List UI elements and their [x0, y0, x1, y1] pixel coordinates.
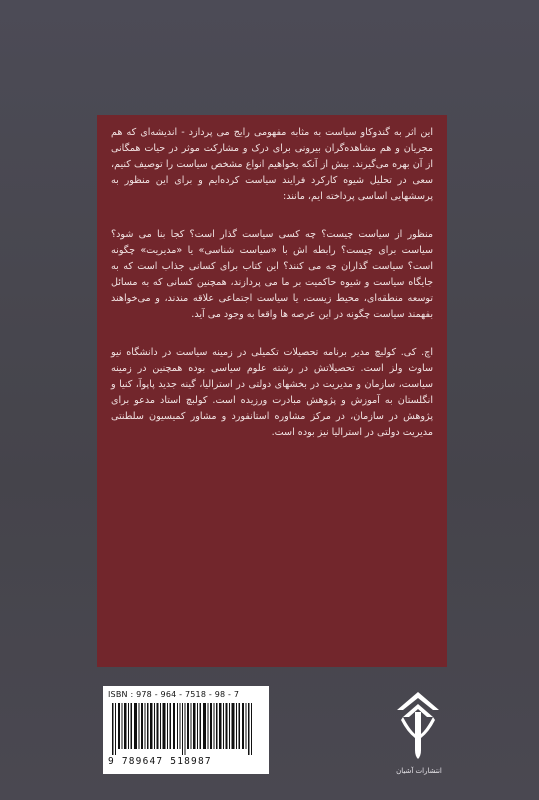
publisher-logo-icon	[393, 690, 443, 765]
intro-paragraph: این اثر به گندوکاو سیاست به مثابه مفهومی رایج می پردازد - اندیشه‌ای که هم مجریان و هم مشاهده‌گران بیرونی برای درک و مشارکت موثر در حیات همگانی از آن بهره می‌گیرند. بیش از آنکه بخواهیم انواع مشخص سیاست را توصیف کنیم، سعی در تحلیل شیوه کارکرد فرایند سیاست کرده‌ایم و برای این منظور به پرسشهایی اساسی پرداخته ایم، مانند:	[111, 127, 433, 202]
barcode-icon	[108, 703, 264, 755]
author-bio-paragraph: اچ. کی. کولبچ مدیر برنامه تحصیلات تکمیلی در زمینه سیاست در دانشگاه نیو ساوث ولز است. تحصیلاتش در رشته علوم سیاسی بوده همچنین در زمینه سیاست، سازمان و مدیریت در بخشهای دولتی در استرالیا، گینه جدید پاپوآ، کنیا و انگلستان به آموزش و پژوهش مبادرت ورزیده است. کولبچ استاد مدعو برای پژوهش در سازمان، در مرکز مشاوره استانفورد و مشاور کمیسیون سلطنتی مدیریت دولتی در استرالیا نیز بوده است.	[111, 347, 433, 438]
questions-paragraph: منظور از سیاست چیست؟ چه کسی سیاست گذار است؟ کجا بنا می شود؟ سیاست برای چیست؟ رابطه اش با «سیاست شناسی» یا «مدیریت» چگونه است؟ سیاست گذاران چه می کنند؟ این کتاب برای کسانی جذاب است که به جایگاه سیاست و شیوه حاکمیت بر ما می پردازند، همچنین کسانی که به مسائل توسعه منطقه‌ای، محیط زیست، یا سیاست اجتماعی علاقه مندند، و می‌خواهند بفهمند سیاست چگونه در این عرصه ها واقعا به وجود می آید.	[111, 229, 433, 320]
publisher-name: انتشارات آشیان	[396, 767, 442, 775]
isbn-label: ISBN : 978 - 964 - 7518 - 98 - 7	[108, 690, 240, 699]
barcode-number: 9 789647 518987	[108, 756, 212, 767]
isbn-barcode	[103, 686, 269, 774]
description-panel	[97, 115, 447, 667]
